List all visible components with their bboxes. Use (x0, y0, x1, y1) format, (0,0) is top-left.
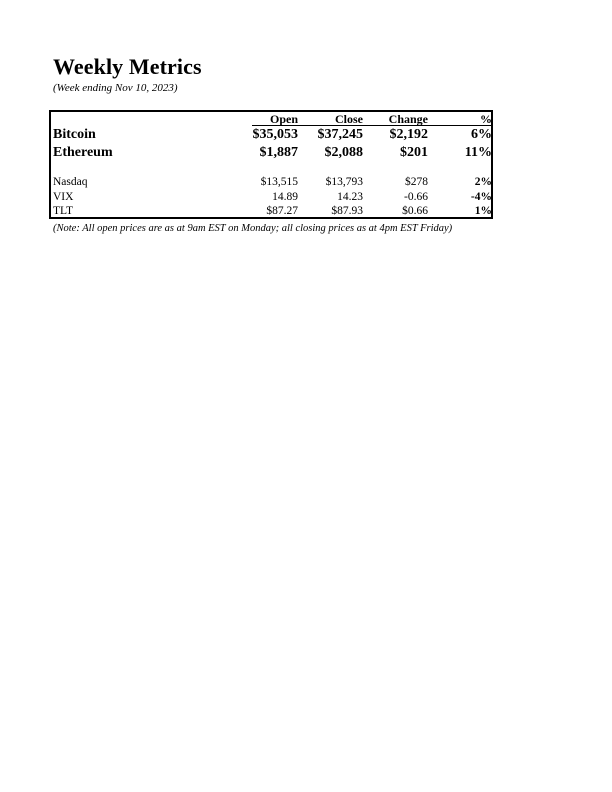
page-title: Weekly Metrics (53, 54, 202, 79)
row-label-tlt: TLT (53, 205, 74, 217)
footnote: (Note: All open prices are as at 9am EST on Monday; all closing prices as at 4pm EST Friday) (53, 223, 453, 234)
header-change: Change (388, 112, 428, 126)
header-close: Close (335, 112, 363, 126)
row-label-vix: VIX (53, 191, 74, 203)
nasdaq-close: $13,793 (325, 176, 363, 188)
row-label-nasdaq: Nasdaq (53, 176, 88, 188)
bitcoin-change: $2,192 (389, 127, 428, 142)
bitcoin-close: $37,245 (317, 127, 363, 142)
tlt-pct: 1% (474, 205, 492, 217)
bitcoin-pct: 6% (471, 127, 492, 142)
nasdaq-open: $13,515 (260, 176, 298, 188)
vix-change: -0.66 (404, 191, 428, 203)
ethereum-close: $2,088 (324, 145, 363, 160)
nasdaq-pct: 2% (474, 176, 492, 188)
row-label-ethereum: Ethereum (53, 145, 113, 160)
nasdaq-change: $278 (405, 176, 428, 188)
vix-close: 14.23 (337, 191, 363, 203)
tlt-change: $0.66 (402, 205, 428, 217)
header-open: Open (269, 112, 298, 126)
tlt-open: $87.27 (266, 205, 298, 217)
row-label-bitcoin: Bitcoin (53, 127, 96, 142)
tlt-close: $87.93 (331, 205, 363, 217)
page-subtitle: (Week ending Nov 10, 2023) (53, 82, 178, 94)
header-pct: % (480, 112, 492, 126)
vix-open: 14.89 (272, 191, 298, 203)
ethereum-open: $1,887 (259, 145, 298, 160)
vix-pct: -4% (470, 191, 492, 203)
bitcoin-open: $35,053 (252, 127, 298, 142)
ethereum-change: $201 (400, 145, 428, 160)
ethereum-pct: 11% (464, 145, 492, 160)
